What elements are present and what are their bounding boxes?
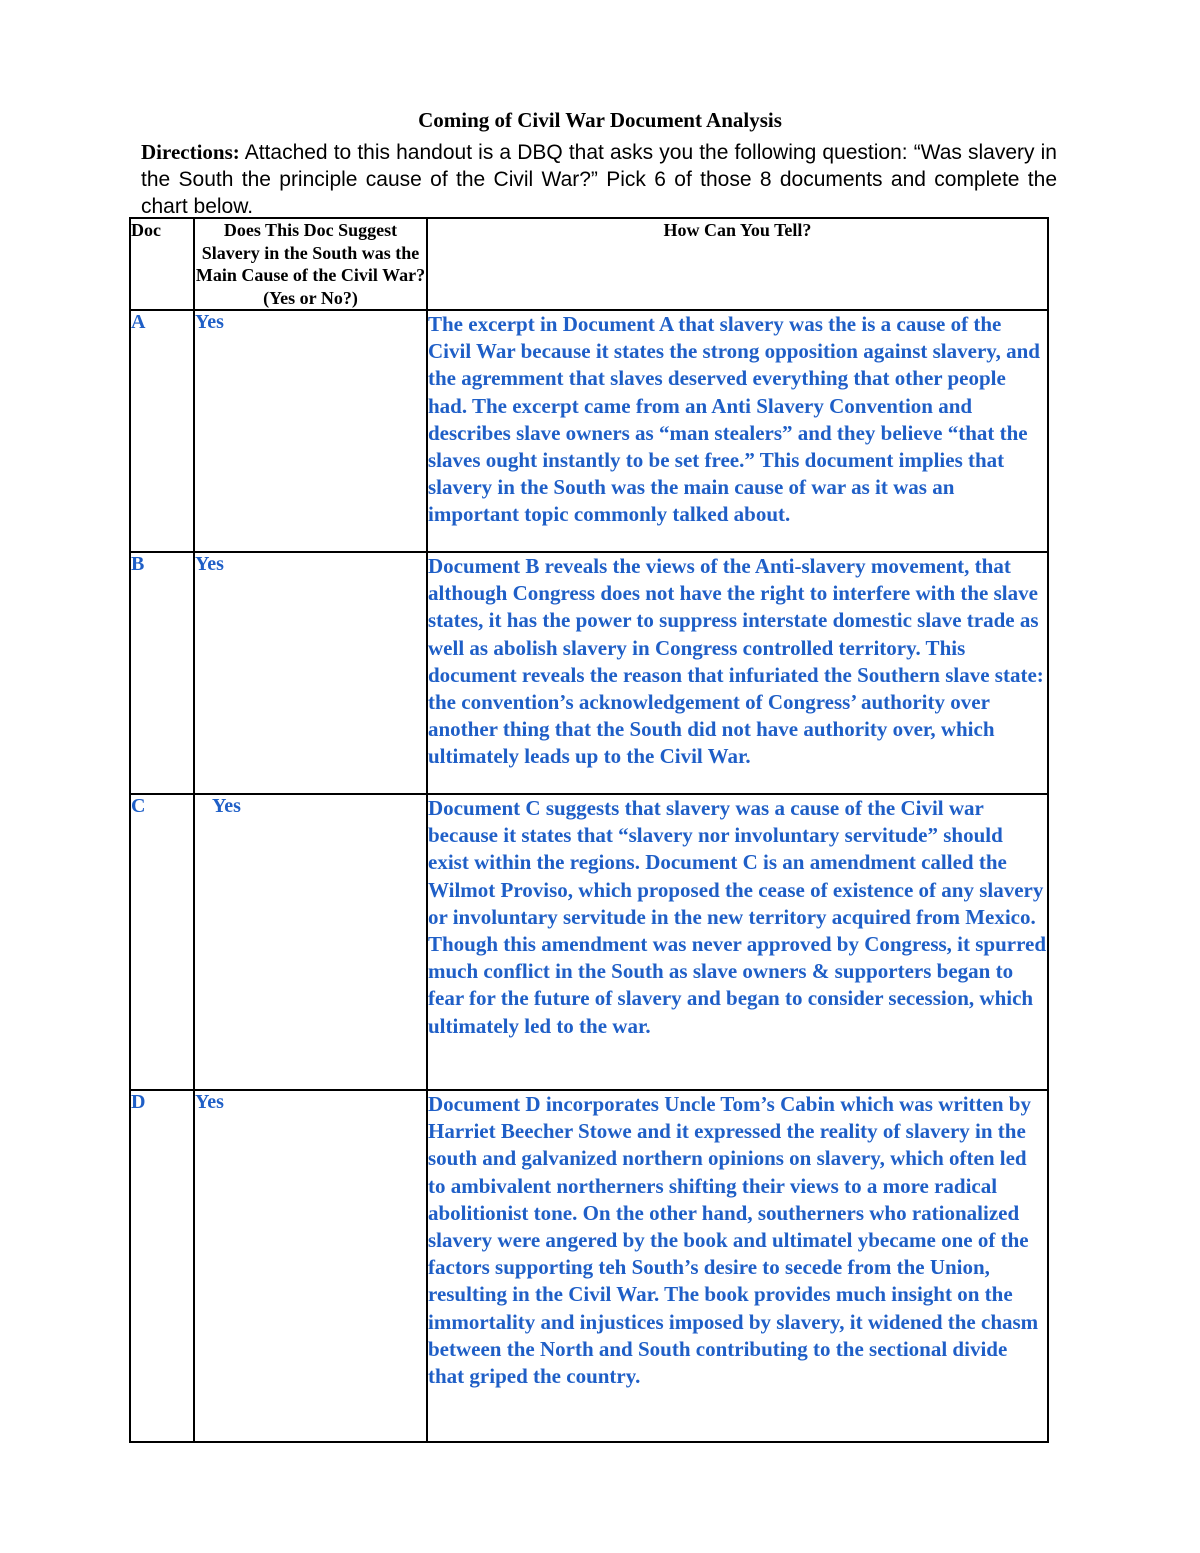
header-doc: Doc [130, 218, 194, 310]
doc-letter: C [130, 794, 194, 1090]
table-row [130, 552, 1048, 794]
reason-cell[interactable]: The excerpt in Document A that slavery was the is a cause of the Civil War because it states the strong opposition against slavery, and the agremment that slaves deserved everything that other people had. The excerpt came from an Anti Slavery Convention and describes slave owners as “man stealers” and they believe “that the slaves ought instantly to be set free.” This document implies that slavery in the South was the main cause of war as it was an important topic commonly talked about. [427, 310, 1048, 552]
directions-text: Attached to this handout is a DBQ that asks you the following question: “Was slavery in the South the principle cause of the Civil War?” Pick 6 of those 8 documents and complete the chart below. [141, 141, 1057, 218]
header-how-can-you-tell: How Can You Tell? [427, 218, 1048, 310]
doc-letter: D [130, 1090, 194, 1442]
table-header-row [130, 218, 1048, 310]
answer-cell[interactable]: Yes [194, 1090, 427, 1442]
directions-paragraph [141, 139, 1057, 220]
reason-cell[interactable]: Document D incorporates Uncle Tom’s Cabin which was written by Harriet Beecher Stowe and it expressed the reality of slavery in the south and galvanized northern opinions on slavery, which often led to ambivalent northerners shifting their views to a more radical abolitionist tone. On the other hand, southerners who rationalized slavery were angered by the book and ultimatel ybecame one of the factors supporting teh South’s desire to secede from the Union, resulting in the Civil War. The book provides much insight on the immortality and injustices imposed by slavery, it widened the chasm between the North and South contributing to the sectional divide that griped the country. [427, 1090, 1048, 1442]
table-row [130, 1090, 1048, 1442]
page-title: Coming of Civil War Document Analysis [418, 108, 782, 132]
answer-cell[interactable]: Yes [194, 552, 427, 794]
doc-letter: B [130, 552, 194, 794]
answer-cell[interactable]: Yes [194, 310, 427, 552]
table-row [130, 794, 1048, 1090]
answer-cell[interactable]: Yes [194, 794, 427, 1090]
directions-label: Directions: [141, 140, 240, 164]
table-row [130, 310, 1048, 552]
reason-cell[interactable]: Document B reveals the views of the Anti-slavery movement, that although Congress does not have the right to interfere with the slave states, it has the power to suppress interstate domestic slave trade as well as abolish slavery in Congress controlled territory. This document reveals the reason that infuriated the Southern slave state: the convention’s acknowledgement of Congress’ authority over another thing that the South did not have authority over, which ultimately leads up to the Civil War. [427, 552, 1048, 794]
header-suggest: Does This Doc Suggest Slavery in the South was the Main Cause of the Civil War? (Yes or No?) [194, 218, 427, 310]
doc-letter: A [130, 310, 194, 552]
document-analysis-table [129, 217, 1049, 1443]
reason-cell[interactable]: Document C suggests that slavery was a cause of the Civil war because it states that “slavery nor involuntary servitude” should exist within the regions. Document C is an amendment called the Wilmot Proviso, which proposed the cease of existence of any slavery or involuntary servitude in the new territory acquired from Mexico. Though this amendment was never approved by Congress, it spurred much conflict in the South as slave owners & supporters began to fear for the future of slavery and began to consider secession, which ultimately led to the war. [427, 794, 1048, 1090]
